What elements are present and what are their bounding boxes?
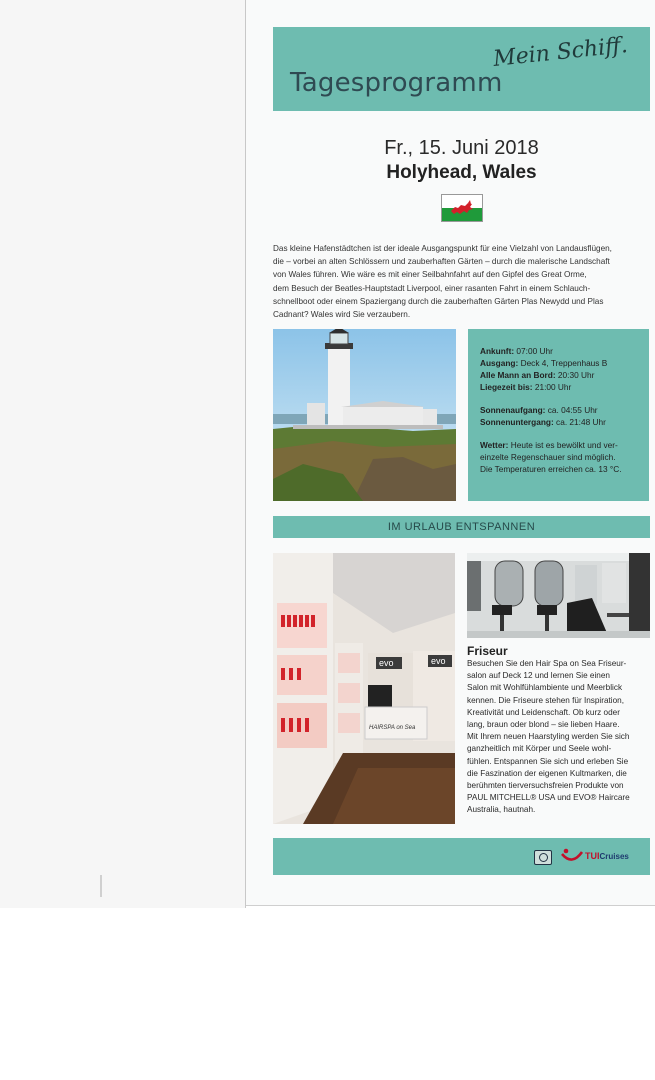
hair-spa-photo <box>273 553 455 824</box>
salon-photo <box>467 553 650 638</box>
left-paper-sheet <box>0 0 246 908</box>
sunrise-info: Sonnenaufgang: ca. 04:55 Uhr <box>480 405 598 415</box>
wales-flag-icon <box>441 194 483 222</box>
tui-cruises-logo: TUICruises <box>585 851 629 861</box>
evo-sign-right: evo <box>431 656 446 666</box>
paper-mark <box>100 875 102 897</box>
evo-sign: evo <box>379 658 394 668</box>
arrival-info: Ankunft: 07:00 Uhr <box>480 346 553 356</box>
hair-spa-sign: HAIRSPA on Sea <box>369 725 416 731</box>
berth-time-info: Liegezeit bis: 21:00 Uhr <box>480 382 572 392</box>
lighthouse-photo <box>273 329 456 501</box>
weather-info-line: einzelte Regenschauer sind möglich. <box>480 452 616 462</box>
program-date: Fr., 15. Juni 2018 <box>384 137 539 159</box>
port-info-box <box>468 329 649 501</box>
section-title: IM URLAUB ENTSPANNEN <box>387 521 536 533</box>
exit-info: Ausgang: Deck 4, Treppenhaus B <box>480 358 608 368</box>
weather-info: Wetter: Heute ist es bewölkt und ver- <box>480 440 618 450</box>
friseur-text: Besuchen Sie den Hair Spa on Sea Friseur- salon auf Deck 12 und lernen Sie einen Salon mit Wohlfühlambiente und Meerblick kennen. Die Friseure stehen für Inspiration, Kreativität und Leidenschaft. Ob kurz oder lang, braun oder blond – sie lieben Haare. Mit Ihrem neuen Haarstyling werden Sie sich ganzheitlich mit Körper und Seele wohl- fühlen. Entspannen Sie sich und erleben Sie die Faszination der eigenen Kultmarken, die berühmten tierversuchsfreien Produkte von PAUL MITCHELL® USA und EVO® Haircare Australia, hautnah. <box>467 659 630 815</box>
port-name: Holyhead, Wales <box>386 162 537 183</box>
sunset-info: Sonnenuntergang: ca. 21:48 Uhr <box>480 417 606 427</box>
intro-text: Das kleine Hafenstädtchen ist der ideale Ausgangspunkt für eine Vielzahl von Landausflügen, die – vorbei an alten Schlössern und zauberhaften Gärten – durch die malerische Landschaft von Wales führen. Wie wäre es mit einer Seilbahnfahrt auf den Gipfel des Great Orme, dem Besuch der Beatles-Hauptstadt Liverpool, einer rasanten Fahrt in einem Schlauch- schnellboot oder einem Spaziergang durch die zauberhaften Gärten Plas Newydd und Plas Cadnant? Wales wird Sie verzaubern. <box>273 244 612 320</box>
friseur-heading: Friseur <box>467 644 508 658</box>
weather-info-line: Die Temperaturen erreichen ca. 13 °C. <box>480 464 622 474</box>
brand-logo-mein-schiff: Mein Schiff. <box>492 33 629 72</box>
page-title: Tagesprogramm <box>290 68 503 98</box>
all-aboard-info: Alle Mann an Bord: 20:30 Uhr <box>480 370 595 380</box>
camera-icon <box>534 850 552 865</box>
tui-smile-icon <box>561 848 583 864</box>
